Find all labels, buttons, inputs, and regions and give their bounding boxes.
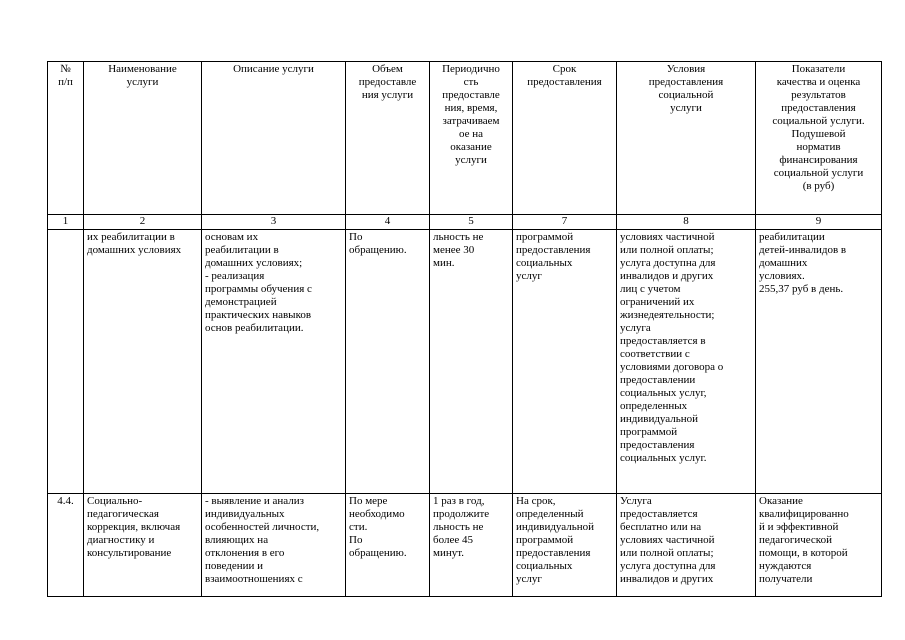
- service-term: На срок, определенный индивидуальной программой предоставления социальных услуг: [513, 494, 617, 597]
- table-row: [48, 230, 882, 494]
- column-number-row: [48, 215, 882, 230]
- column-number: 8: [617, 215, 756, 230]
- service-term: программой предоставления социальных услуг: [513, 230, 617, 494]
- service-periodicity: 1 раз в год, продолжите льность не более 45 минут.: [430, 494, 513, 597]
- service-quality: реабилитации детей-инвалидов в домашних условиях. 255,37 руб в день.: [756, 230, 882, 494]
- column-number: 2: [84, 215, 202, 230]
- service-quality: Оказание квалифицированно й и эффективной педагогической помощи, в которой нуждаются получатели: [756, 494, 882, 597]
- service-volume: По обращению.: [346, 230, 430, 494]
- header-volume: Объем предоставле ния услуги: [346, 62, 430, 215]
- header-quality-indicators: Показатели качества и оценка результатов предоставления социальной услуги. Подушевой норматив финансирования социальной услуги (в руб): [756, 62, 882, 215]
- header-description: Описание услуги: [202, 62, 346, 215]
- header-periodicity: Периодично сть предоставле ния, время, затрачиваем ое на оказание услуги: [430, 62, 513, 215]
- header-term: Срок предоставления: [513, 62, 617, 215]
- header-number: № п/п: [48, 62, 84, 215]
- service-periodicity: льность не менее 30 мин.: [430, 230, 513, 494]
- service-name: их реабилитации в домашних условиях: [84, 230, 202, 494]
- header-service-name: Наименование услуги: [84, 62, 202, 215]
- column-number: 4: [346, 215, 430, 230]
- table-row: [48, 494, 882, 597]
- header-conditions: Условия предоставления социальной услуги: [617, 62, 756, 215]
- service-description: - выявление и анализ индивидуальных особенностей личности, влияющих на отклонения в его поведении и взаимоотношениях с: [202, 494, 346, 597]
- services-table: [47, 61, 882, 597]
- column-number: 9: [756, 215, 882, 230]
- header-row: [48, 62, 882, 215]
- service-volume: По мере необходимо сти. По обращению.: [346, 494, 430, 597]
- column-number: 7: [513, 215, 617, 230]
- column-number: 3: [202, 215, 346, 230]
- service-name: Социально- педагогическая коррекция, включая диагностику и консультирование: [84, 494, 202, 597]
- service-conditions: Услуга предоставляется бесплатно или на условиях частичной или полной оплаты; услуга доступна для инвалидов и других: [617, 494, 756, 597]
- column-number: 5: [430, 215, 513, 230]
- column-number: 1: [48, 215, 84, 230]
- service-conditions: условиях частичной или полной оплаты; услуга доступна для инвалидов и других лиц с учетом ограничений их жизнедеятельности; услуга предоставляется в соответствии с условиями договора о предоставлении социальных услуг, определенных индивидуальной программой предоставления социальных услуг.: [617, 230, 756, 494]
- row-number: 4.4.: [48, 494, 84, 597]
- service-description: основам их реабилитации в домашних условиях; - реализация программы обучения с демонстрацией практических навыков основ реабилитации.: [202, 230, 346, 494]
- row-number: [48, 230, 84, 494]
